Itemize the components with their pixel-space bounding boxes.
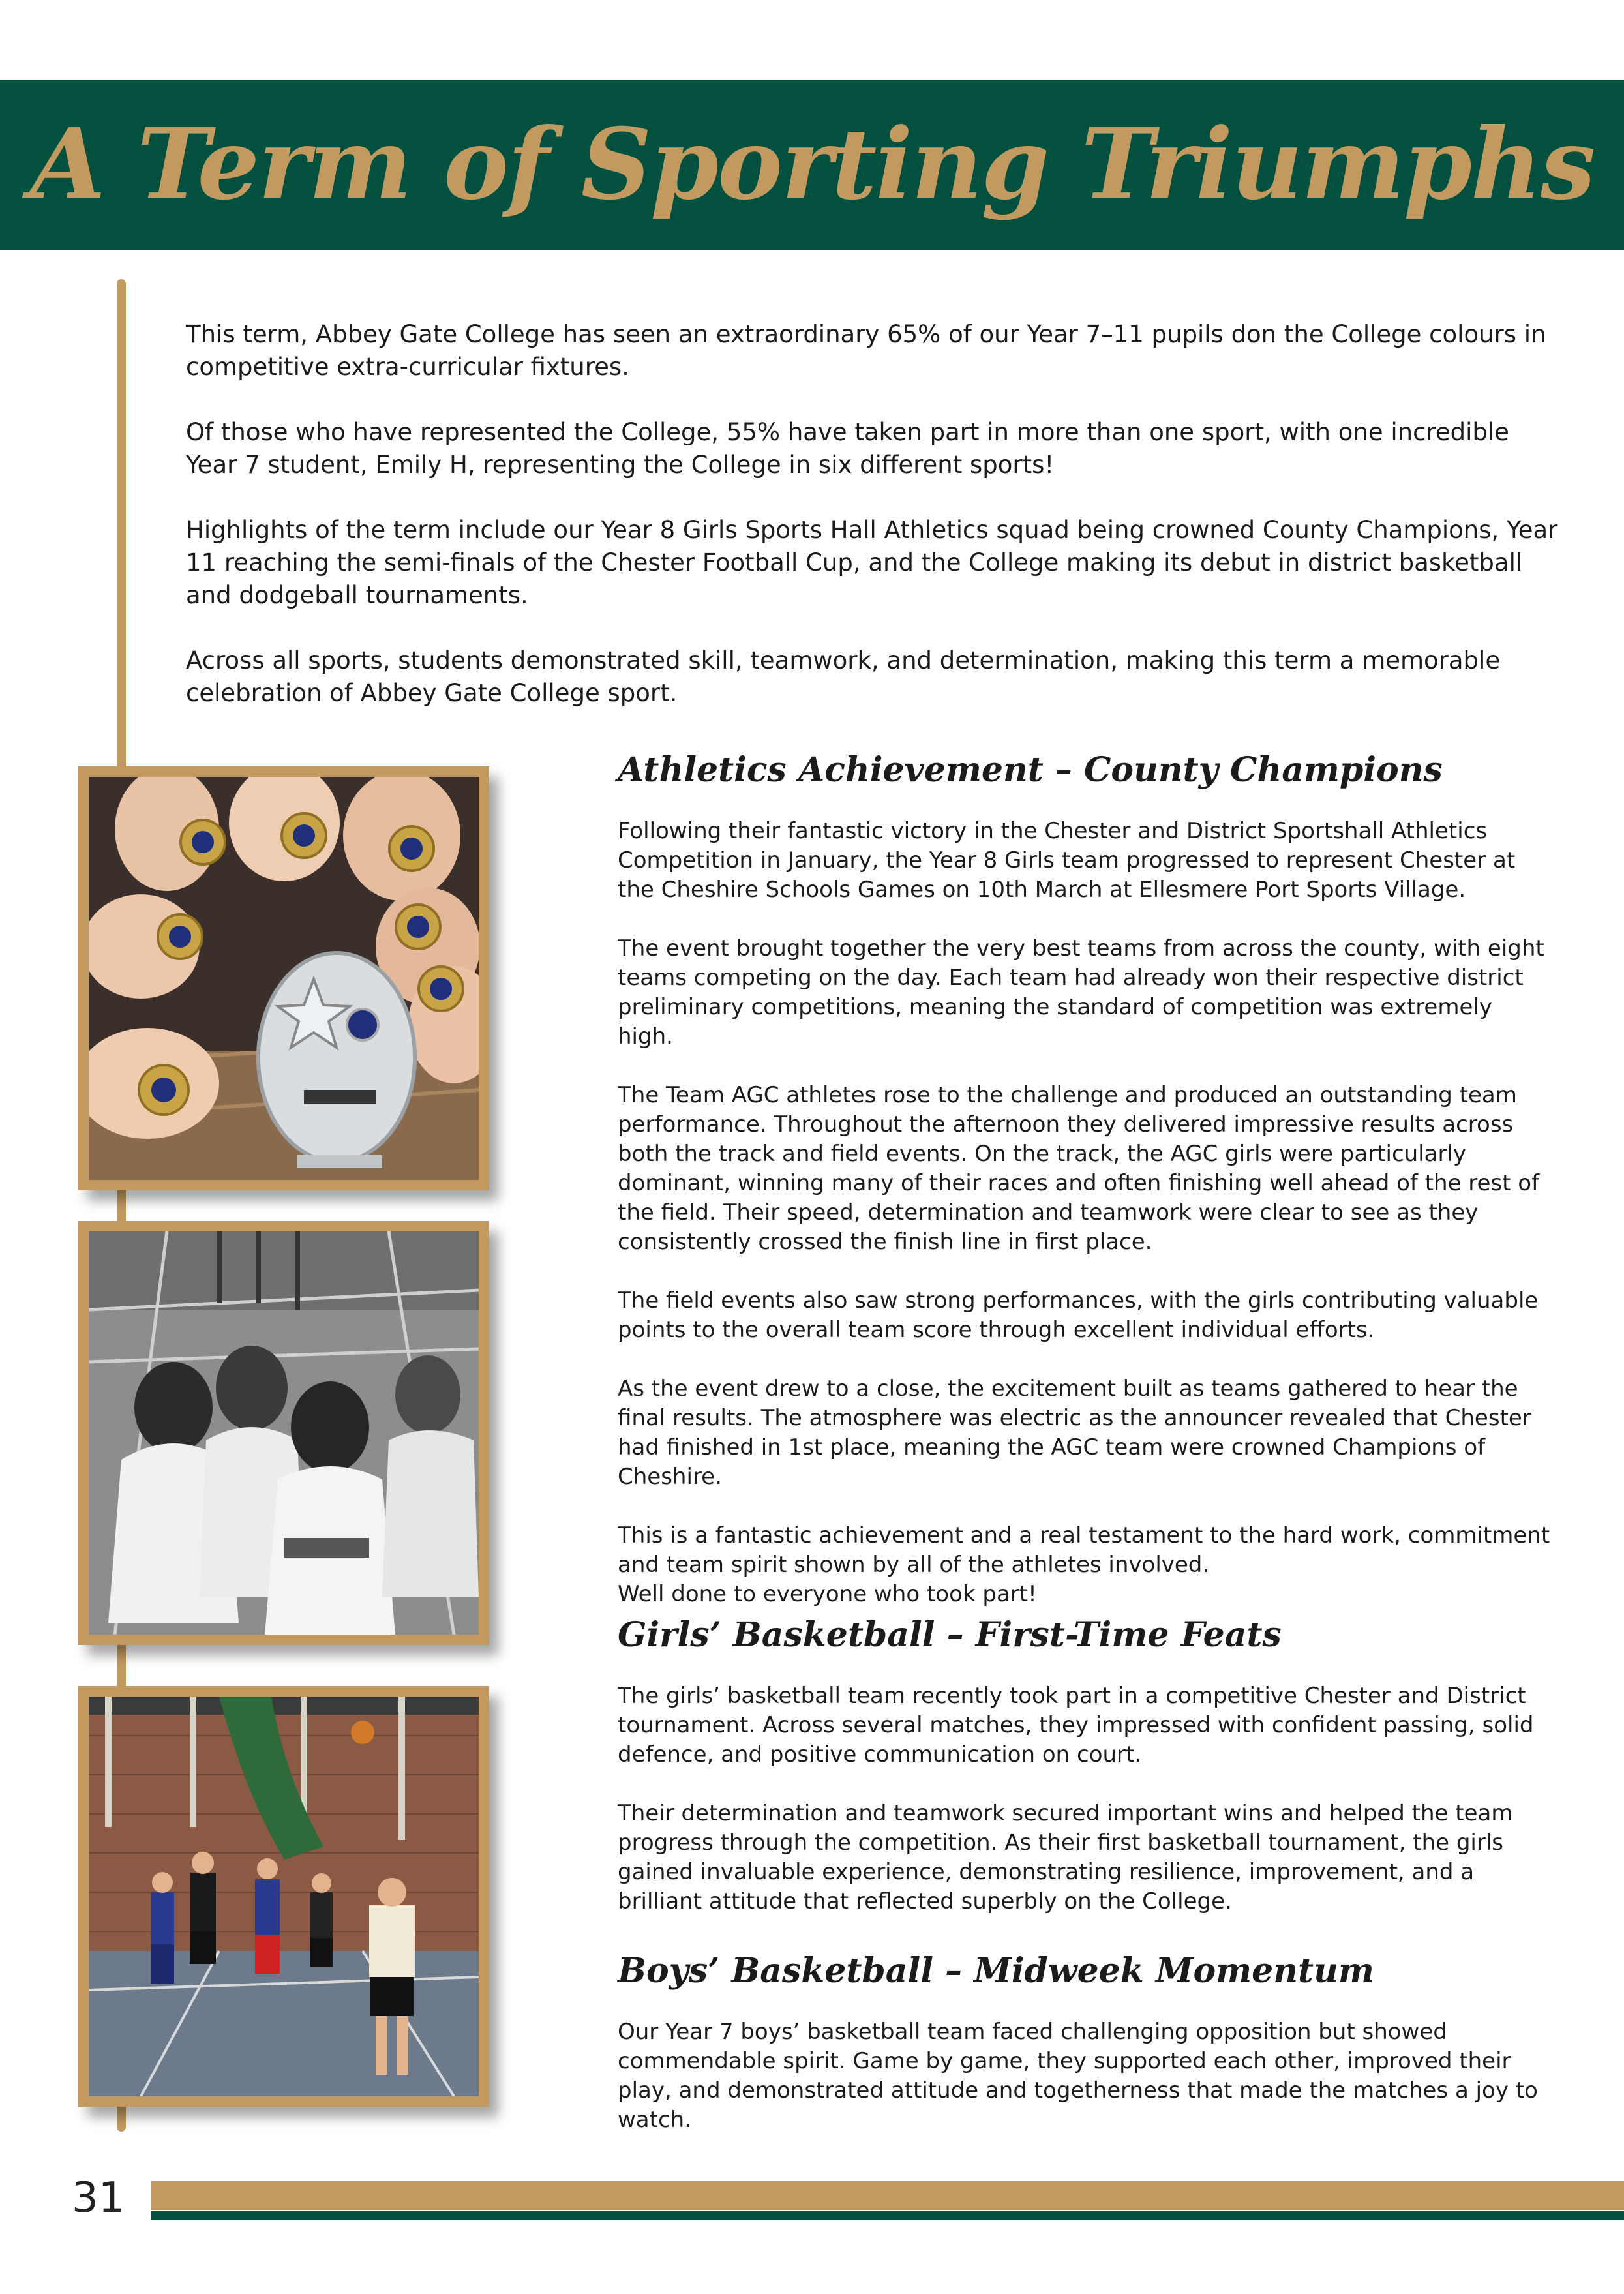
intro-paragraph: Across all sports, students demonstrated skill, teamwork, and determination, making this term a memorable celebration of Abbey Gate College sport.	[186, 646, 1501, 707]
footer-bar-green	[151, 2211, 1624, 2220]
article-paragraph: The girls’ basketball team recently took part in a competitive Chester and District tournament. Across several matches, they impressed with confident passing, solid defence, and positive communication on court.	[618, 1683, 1534, 1768]
boys-basketball-article	[618, 1951, 1550, 2135]
article-paragraph	[618, 1521, 1550, 1609]
article-paragraph: The field events also saw strong performances, with the girls contributing valuable points to the overall team score through excellent individual efforts.	[618, 1288, 1539, 1343]
article-paragraph: The event brought together the very best teams from across the county, with eight teams competing on the day. Each team had already won their respective district preliminary competitions, meaning the standard of competition was extremely high.	[618, 935, 1544, 1049]
article-paragraph: The Team AGC athletes rose to the challenge and produced an outstanding team performance. Throughout the afternoon they delivered impressive results across both the track and field events. On the track, the AGC girls were particularly dominant, winning many of their races and often finishing well ahead of the rest of the field. Their speed, determination and teamwork were clear to see as they consistently crossed the finish line in first place.	[618, 1082, 1540, 1255]
intro-paragraph: Highlights of the term include our Year 8 Girls Sports Hall Athletics squad being crowned County Champions, Year 11 reaching the semi-finals of the Chester Football Cup, and the College making its debut in district basketball and dodgeball tournaments.	[186, 516, 1558, 609]
medals-image	[89, 777, 479, 1180]
athletics-article	[618, 750, 1550, 1609]
boys-basketball-heading: Boys’ Basketball – Midweek Momentum	[618, 1951, 1374, 1991]
article-sentence: Well done to everyone who took part!	[618, 1581, 1037, 1607]
page-number: 31	[72, 2174, 125, 2222]
article-sentence: This is a fantastic achievement and a real testament to the hard work, commitment and team spirit shown by all of the athletes involved.	[618, 1522, 1550, 1578]
intro-paragraph: This term, Abbey Gate College has seen an extraordinary 65% of our Year 7–11 pupils don the College colours in competitive extra-curricular fixtures.	[186, 320, 1546, 381]
athletes-seated-image	[89, 1231, 479, 1635]
footer-bar-gold	[151, 2181, 1624, 2210]
athletics-heading: Athletics Achievement – County Champions	[618, 750, 1443, 790]
article-paragraph: Following their fantastic victory in the Chester and District Sportshall Athletics Competition in January, the Year 8 Girls team progressed to represent Chester at the Cheshire Schools Games on 10th March at Ellesmere Port Sports Village.	[618, 818, 1516, 903]
page-title: A Term of Sporting Triumphs	[29, 107, 1595, 222]
intro-paragraph: Of those who have represented the College, 55% have taken part in more than one sport, with one incredible Year 7 student, Emily H, representing the College in six different sports!	[186, 418, 1509, 479]
athletes-seated-photo	[78, 1221, 489, 1645]
article-paragraph: As the event drew to a close, the excitement built as teams gathered to hear the final results. The atmosphere was electric as the announcer revealed that Chester had finished in 1st place, meaning the AGC team were crowned Champions of Cheshire.	[618, 1376, 1531, 1490]
medals-photo	[78, 766, 489, 1190]
girls-basketball-article	[618, 1615, 1550, 1916]
girls-basketball-heading: Girls’ Basketball – First-Time Feats	[618, 1615, 1282, 1655]
title-banner	[0, 80, 1624, 250]
article-paragraph: Their determination and teamwork secured important wins and helped the team progress through the competition. As their first basketball tournament, the girls gained invaluable experience, demonstrating resilience, improvement, and a brilliant attitude that reflected superbly on the College.	[618, 1800, 1513, 1914]
intro-section	[186, 318, 1565, 742]
basketball-photo	[78, 1686, 489, 2107]
article-paragraph: Our Year 7 boys’ basketball team faced challenging opposition but showed commendable spirit. Game by game, they supported each other, improved their play, and demonstrated attitude and togetherness that made the matches a joy to watch.	[618, 2019, 1538, 2133]
basketball-image	[89, 1697, 479, 2096]
